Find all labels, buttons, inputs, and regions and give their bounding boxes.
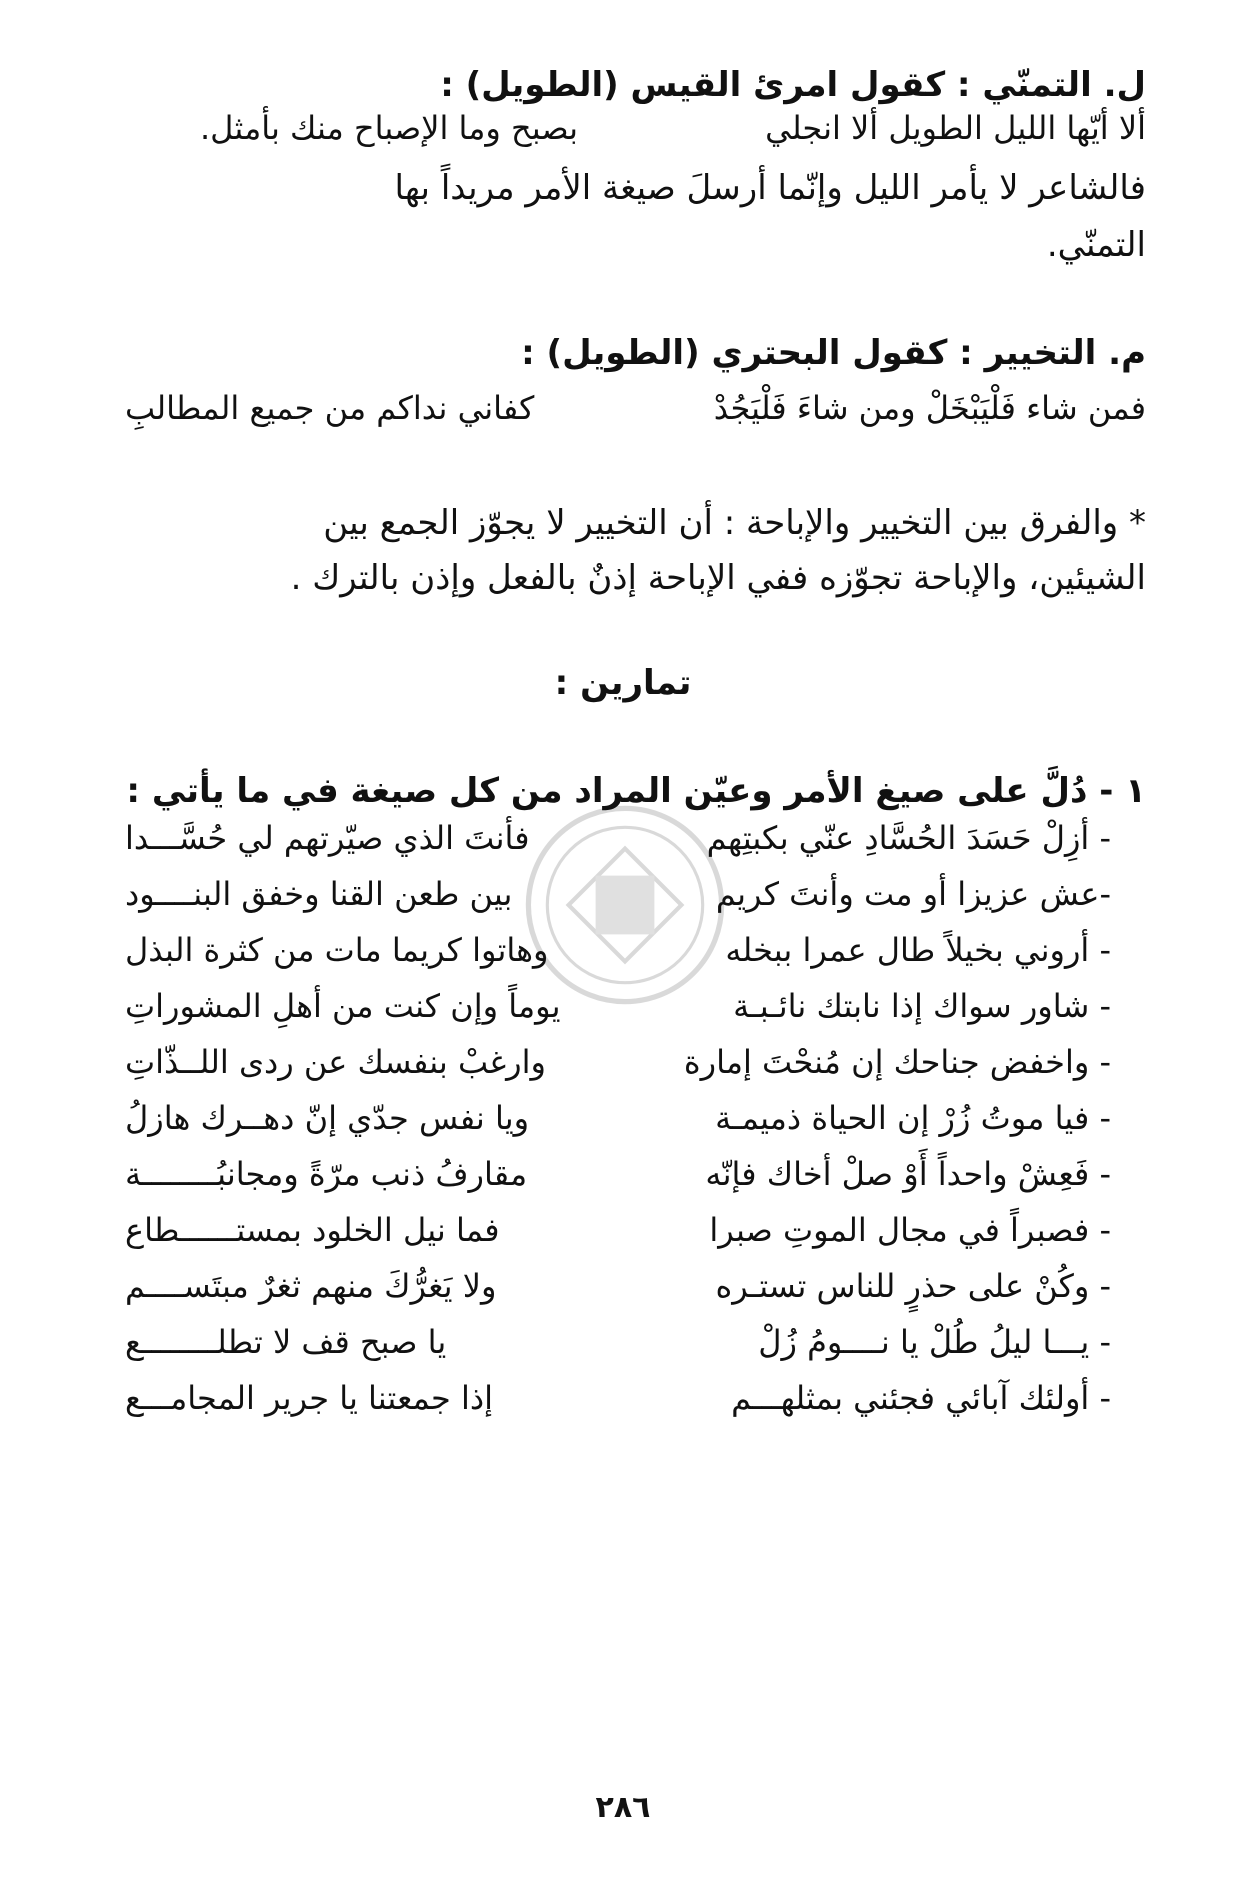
difference-note-line-2: الشيئين، والإباحة تجوّزه ففي الإباحة إذنٌ بالفعل وإذن بالترك . bbox=[290, 558, 1146, 598]
verse-first-half: - أولئك آبائي فجئني بمثلهـــم bbox=[731, 1379, 1111, 1417]
verse-first-half: - شاور سواك إذا نابتك نائـبـة bbox=[733, 987, 1111, 1025]
verse-first-half: - وكُنْ على حذرٍ للناس تستـره bbox=[715, 1267, 1111, 1305]
tamanni-verse bbox=[200, 100, 1146, 156]
exercise-verse bbox=[125, 1370, 1111, 1426]
verse-second-half: مقارفُ ذنب مرّةً ومجانبُــــــــة bbox=[125, 1155, 528, 1193]
exercise-verse bbox=[125, 922, 1111, 978]
verse-second-half: يوماً وإن كنت من أهلِ المشوراتِ bbox=[125, 987, 561, 1025]
exercise-verse bbox=[125, 1146, 1111, 1202]
verse-second-half: بصبح وما الإصباح منك بأمثل. bbox=[200, 109, 578, 147]
verse-first-half: - فَعِشْ واحداً أَوْ صلْ أخاك فإنّه bbox=[705, 1155, 1111, 1193]
verse-first-half: - واخفض جناحك إن مُنحْتَ إمارة bbox=[683, 1043, 1111, 1081]
verse-first-half: فمن شاء فَلْيَبْخَلْ ومن شاءَ فَلْيَجُدْ bbox=[713, 389, 1146, 427]
verse-second-half: ولا يَغرُّكَ منهم ثغرٌ مبتَســــم bbox=[125, 1267, 497, 1305]
verse-first-half: - يـــا ليلُ طُلْ يا نــــومُ زُلْ bbox=[758, 1323, 1111, 1361]
tamanni-explanation-line-2: التمنّي. bbox=[1046, 225, 1146, 265]
exercise-verse bbox=[125, 1314, 1111, 1370]
exercise-verse bbox=[125, 810, 1111, 866]
exercise-verse bbox=[125, 866, 1111, 922]
verse-first-half: -عش عزيزا أو مت وأنتَ كريم bbox=[715, 875, 1111, 913]
verse-second-half: وهاتوا كريما مات من كثرة البذل bbox=[125, 931, 549, 969]
verse-second-half: بين طعن القنا وخفق البنــــود bbox=[125, 875, 513, 913]
exercises-title: تمارين : bbox=[554, 663, 692, 703]
exercise-verse bbox=[125, 1202, 1111, 1258]
exercise-verse bbox=[125, 978, 1111, 1034]
verse-second-half: كفاني نداكم من جميع المطالبِ bbox=[125, 389, 535, 427]
verse-second-half: فما نيل الخلود بمستــــــطاع bbox=[125, 1211, 500, 1249]
exercise-1-prompt: ١ - دُلَّ على صيغ الأمر وعيّن المراد من كل صيغة في ما يأتي : bbox=[126, 771, 1146, 811]
verse-first-half: - أروني بخيلاً طال عمرا ببخله bbox=[725, 931, 1111, 969]
exercise-verse bbox=[125, 1258, 1111, 1314]
verse-first-half: - أزِلْ حَسَدَ الحُسَّادِ عنّي بكبتِهم bbox=[706, 819, 1111, 857]
difference-note-line-1: * والفرق بين التخيير والإباحة : أن التخيير لا يجوّز الجمع بين bbox=[323, 503, 1146, 543]
verse-second-half: ويا نفس جدّي إنّ دهــرك هازلُ bbox=[125, 1099, 530, 1137]
verse-second-half: وارغبْ بنفسك عن ردى اللــذّاتِ bbox=[125, 1043, 546, 1081]
exercise-verse bbox=[125, 1090, 1111, 1146]
verse-first-half: ألا أيّها الليل الطويل ألا انجلي bbox=[765, 109, 1146, 147]
takhyir-heading: م. التخيير : كقول البحتري (الطويل) : bbox=[521, 333, 1146, 373]
page-number: ٢٨٦ bbox=[595, 1790, 651, 1825]
verse-second-half: يا صبح قف لا تطلــــــــع bbox=[125, 1323, 447, 1361]
verse-second-half: فأنتَ الذي صيّرتهم لي حُسَّـــدا bbox=[125, 819, 530, 857]
verse-first-half: - فيا موتُ زُرْ إن الحياة ذميمـة bbox=[715, 1099, 1111, 1137]
verse-first-half: - فصبراً في مجال الموتِ صبرا bbox=[709, 1211, 1111, 1249]
takhyir-verse bbox=[125, 380, 1146, 436]
tamanni-heading: ل. التمنّي : كقول امرئ القيس (الطويل) : bbox=[440, 65, 1146, 105]
verse-second-half: إذا جمعتنا يا جرير المجامـــع bbox=[125, 1379, 493, 1417]
exercise-verse bbox=[125, 1034, 1111, 1090]
tamanni-explanation-line-1: فالشاعر لا يأمر الليل وإنّما أرسلَ صيغة الأمر مريداً بها bbox=[394, 168, 1146, 208]
